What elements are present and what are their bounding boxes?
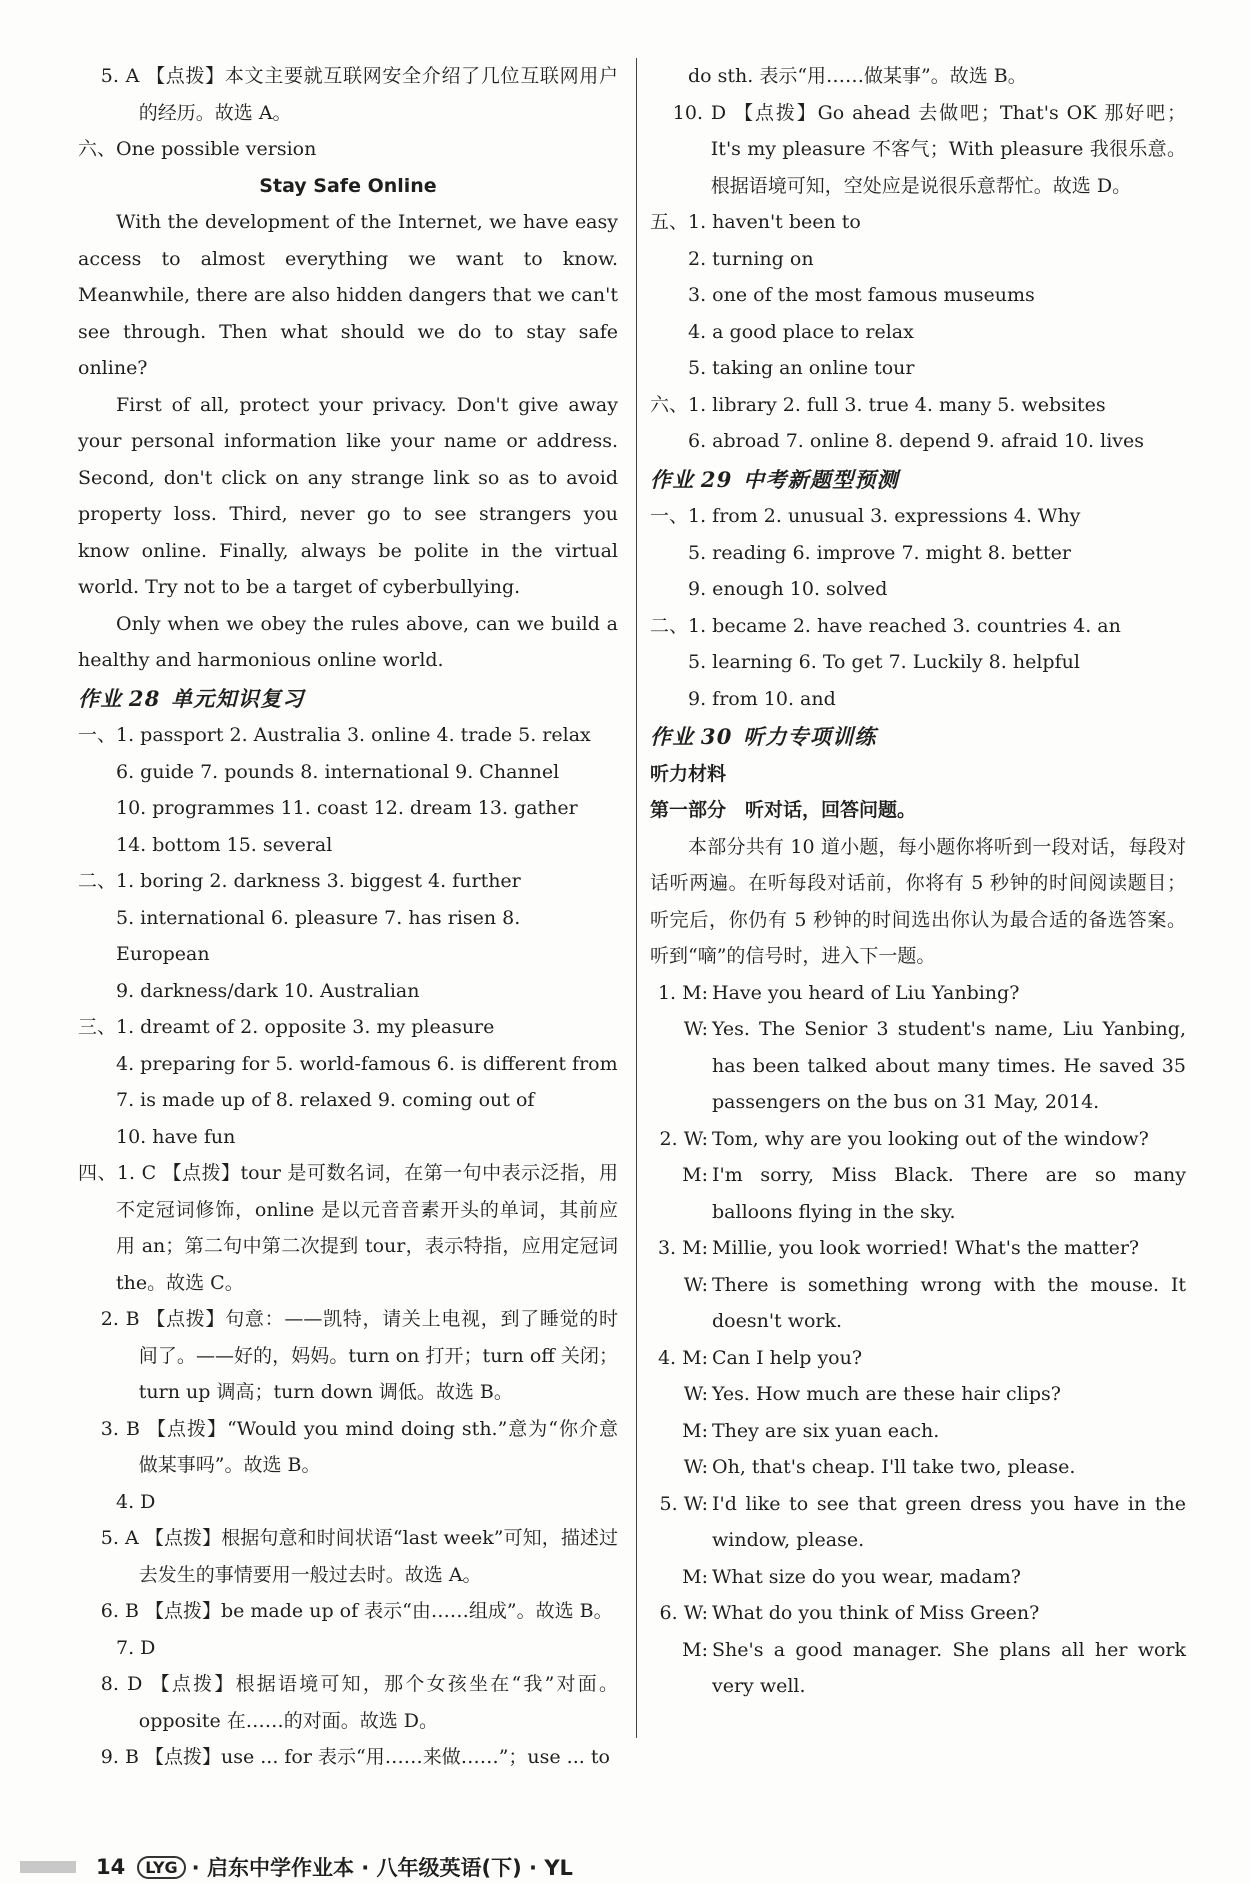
dialogue-line [650,1340,1186,1377]
answer-q5: 5. A 【点拨】本文主要就互联网安全介绍了几位互联网用户的经历。故选 A。 [100,65,618,124]
homework-29-heading [650,462,1186,499]
speaker: 4. M: [657,1346,708,1369]
utterance: Oh, that's cheap. I'll take two, please. [712,1456,1076,1478]
answer-item: 2. B 【点拨】句意：——凯特，请关上电视，到了睡觉的时间了。——好的，妈妈。turn on 打开；turn off 关闭；turn up 调高；turn down 调低。故选 B。 [100,1308,618,1403]
heading-label: 作业 [78,685,123,711]
answer-line: 二、1. boring 2. darkness 3. biggest 4. further [78,870,521,892]
speaker: M: [682,1419,708,1442]
part-one-heading: 第一部分 听对话，回答问题。 [650,799,917,821]
answer-line: 10. programmes 11. coast 12. dream 13. gather [116,797,578,819]
answer-item: 3. B 【点拨】“Would you mind doing sth.”意为“你介意做某事吗”。故选 B。 [100,1417,618,1476]
speaker: 5. W: [659,1492,708,1515]
heading-number: 29 [700,466,733,492]
utterance: Yes. The Senior 3 student's name, Liu Yanbing, has been talked about many times. He saved 35 passengers on the bus on 31 May, 2014. [712,1018,1186,1113]
homework-30-heading [650,719,1186,756]
page-footer [20,1850,573,1884]
dialogue-line [650,1413,1186,1450]
speaker: W: [683,1273,708,1296]
utterance: What size do you wear, madam? [712,1565,1021,1588]
answer-q9-continued: do sth. 表示“用……做某事”。故选 B。 [688,65,1027,87]
utterance: They are six yuan each. [712,1419,940,1442]
speaker: M: [682,1164,708,1186]
speaker: W: [683,1383,708,1405]
utterance: Have you heard of Liu Yanbing? [712,981,1020,1004]
utterance: Millie, you look worried! What's the matter? [712,1237,1140,1259]
dialogue-line [650,1595,1186,1632]
answer-line: 9. darkness/dark 10. Australian [116,979,420,1002]
section-two [78,863,618,1009]
speaker: M: [682,1565,708,1588]
heading-number: 28 [128,685,161,711]
answer-line: 六、1. library 2. full 3. true 4. many 5. websites [650,393,1106,416]
dialogue-line [650,1376,1186,1413]
essay-paragraph-3: Only when we obey the rules above, can we build a healthy and harmonious online world. [78,612,618,671]
answer-line: 三、1. dreamt of 2. opposite 3. my pleasure [78,1016,495,1038]
heading-number: 30 [700,724,733,749]
task-one [650,498,1186,608]
speaker: 3. M: [657,1237,708,1259]
section-three [78,1009,618,1155]
section-four [78,1155,618,1776]
answer-line: 7. is made up of 8. relaxed 9. coming out of [116,1089,535,1111]
essay-paragraph-1: With the development of the Internet, we have easy access to almost everything we want to know. Meanwhile, there are also hidden dangers that we can't see through. Then what should we do to stay safe online? [78,211,618,379]
answer-line: 一、1. from 2. unusual 3. expressions 4. Why [650,505,1081,527]
heading-title: 听力专项训练 [743,724,877,749]
answer-line: 9. from 10. and [688,687,836,710]
utterance: Can I help you? [712,1346,863,1369]
dialogue-list [650,975,1186,1705]
answer-item: 4. D [116,1490,156,1513]
dialogue-line [650,1486,1186,1559]
answer-line: 6. guide 7. pounds 8. international 9. Channel [116,760,560,783]
heading-title: 中考新题型预测 [743,466,899,492]
speaker: M: [682,1638,708,1661]
utterance: She's a good manager. She plans all her work very well. [712,1638,1186,1697]
section-one [78,717,618,863]
speaker: 2. W: [659,1127,708,1150]
answer-line: 6. abroad 7. online 8. depend 9. afraid 10. lives [688,430,1144,452]
footer-bar [20,1861,76,1873]
section-six [650,387,1186,460]
section-six-heading: 六、One possible version [78,138,317,160]
dialogue-line [650,1121,1186,1158]
utterance: What do you think of Miss Green? [712,1602,1040,1624]
task-two [650,608,1186,718]
dialogue-line [650,1230,1186,1267]
answer-line: 4. a good place to relax [688,320,914,343]
answer-line: 9. enough 10. solved [688,578,888,600]
answer-q10: 10. D 【点拨】Go ahead 去做吧；That's OK 那好吧；It's my pleasure 不客气；With pleasure 我很乐意。根据语境可知，空处应是说很乐意帮忙。故选 D。 [672,101,1186,197]
section-five [650,204,1186,387]
publisher-badge: LYG [137,1856,185,1879]
answer-line: 3. one of the most famous museums [688,284,1035,306]
left-column [78,58,618,1776]
answer-item: 四、1. C 【点拨】tour 是可数名词，在第一句中表示泛指，用不定冠词修饰，online 是以元音音素开头的单词，其前应用 an；第二句中第二次提到 tour，表示特指，应用定冠词 the。故选 C。 [78,1162,618,1294]
dialogue-line [650,1011,1186,1121]
page-number: 14 [96,1855,126,1879]
answer-line: 2. turning on [688,247,814,270]
answer-line: 五、1. haven't been to [650,211,861,233]
answer-line: 5. learning 6. To get 7. Luckily 8. helpful [688,651,1080,673]
answer-line: 5. taking an online tour [688,357,915,379]
answer-item: 8. D 【点拨】根据语境可知，那个女孩坐在“我”对面。opposite 在……的对面。故选 D。 [100,1673,618,1732]
dialogue-line [650,1157,1186,1230]
answer-line: 10. have fun [116,1125,236,1148]
answer-line: 14. bottom 15. several [116,833,333,856]
utterance: Tom, why are you looking out of the window? [712,1127,1149,1150]
heading-label: 作业 [650,466,695,492]
speaker: W: [683,1018,708,1040]
utterance: Yes. How much are these hair clips? [712,1383,1061,1405]
column-divider [636,58,637,1738]
answer-item: 7. D [116,1636,156,1659]
listening-label: 听力材料 [650,762,727,785]
heading-label: 作业 [650,724,695,749]
answer-line: 5. international 6. pleasure 7. has risen 8. European [116,906,521,965]
answer-line: 5. reading 6. improve 7. might 8. better [688,541,1071,564]
dialogue-line [650,1267,1186,1340]
utterance: There is something wrong with the mouse. It doesn't work. [712,1273,1186,1332]
answer-line: 二、1. became 2. have reached 3. countries 4. an [650,614,1121,637]
book-title: · 启东中学作业本 · 八年级英语(下) · YL [191,1856,573,1880]
dialogue-line [650,1559,1186,1596]
dialogue-line [650,1449,1186,1486]
right-column [650,58,1186,1705]
answer-item: 9. B 【点拨】use ... for 表示“用……来做……”；use ... to [100,1746,610,1768]
speaker: 1. M: [657,981,708,1004]
utterance: I'm sorry, Miss Black. There are so many balloons flying in the sky. [712,1164,1186,1223]
speaker: W: [683,1456,708,1478]
homework-28-heading [78,681,618,718]
dialogue-line [650,1632,1186,1705]
utterance: I'd like to see that green dress you have in the window, please. [712,1492,1186,1551]
speaker: 6. W: [659,1602,708,1624]
essay-title: Stay Safe Online [259,174,437,197]
answer-item: 6. B 【点拨】be made up of 表示“由……组成”。故选 B。 [100,1600,613,1622]
heading-title: 单元知识复习 [171,685,305,711]
answer-line: 4. preparing for 5. world-famous 6. is different from [116,1052,618,1075]
answer-line: 一、1. passport 2. Australia 3. online 4. trade 5. relax [78,724,591,746]
answer-item: 5. A 【点拨】根据句意和时间状语“last week”可知，描述过去发生的事情要用一般过去时。故选 A。 [100,1527,618,1586]
essay-paragraph-2: First of all, protect your privacy. Don't give away your personal information like your name or address. Second, don't click on any strange link so as to avoid property loss. Third, never go to see strangers you know online. Finally, always be polite in the virtual world. Try not to be a target of cyberbullying. [78,393,618,598]
listening-instructions: 本部分共有 10 道小题，每小题你将听到一段对话，每段对话听两遍。在听每段对话前，你将有 5 秒钟的时间阅读题目；听完后，你仍有 5 秒钟的时间选出你认为最合适的备选答案。听到“嘀”的信号时，进入下一题。 [650,835,1186,967]
dialogue-line [650,975,1186,1012]
